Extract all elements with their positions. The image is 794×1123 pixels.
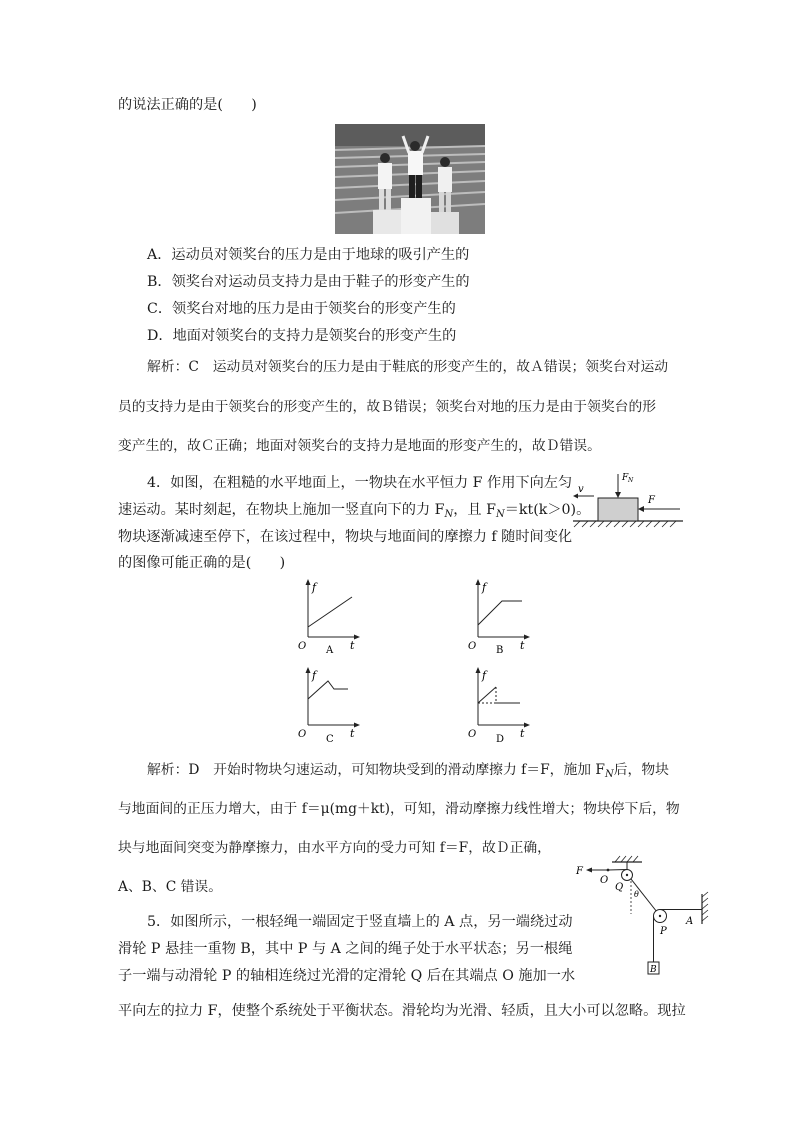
svg-text:t: t (350, 727, 355, 740)
q4-graph-b-d (462, 575, 562, 745)
q3-option-a: A．运动员对领奖台的压力是由于地球的吸引产生的 (147, 247, 470, 263)
svg-text:t: t (520, 639, 525, 652)
q4-stem-2b: ，且 F (453, 502, 496, 518)
q3-analysis-line-2: 员的支持力是由于领奖台的形变产生的，故Ｂ错误；领奖台对地的压力是由于领奖台的形 (118, 399, 657, 415)
q4-stem-line-4: 的图像可能正确的是( ) (118, 555, 286, 571)
q4-stem-2sub: N (444, 509, 454, 520)
q5-pulley-figure (572, 852, 712, 982)
v-label: v (578, 484, 584, 495)
graph-d (468, 667, 530, 745)
podium-photo-image (335, 124, 485, 234)
svg-text:f: f (312, 581, 317, 594)
svg-text:O: O (468, 729, 477, 740)
q3-stem-tail: 的说法正确的是( ) (118, 97, 257, 113)
svg-text:O: O (298, 641, 307, 652)
q4-analysis-line-2: 与地面间的正压力增大，由于 f＝μ(mg＋kt)，可知，滑动摩擦力线性增大；物块停下后，物 (118, 801, 680, 817)
q4-stem-line-3: 物块逐渐减速至停下，在该过程中，物块与地面间的摩擦力 f 随时间变化 (118, 529, 573, 545)
q5-q-label: Q (615, 882, 624, 893)
q3-option-d: D．地面对领奖台的支持力是领奖台的形变产生的 (147, 328, 457, 344)
q5-a-label: A (686, 916, 694, 927)
svg-text:A: A (326, 645, 334, 656)
svg-text:B: B (496, 645, 504, 656)
q5-stem-line-2: 滑轮 P 悬挂一重物 B，其中 P 与 A 之间的绳子处于水平状态；另一根绳 (118, 941, 573, 957)
q3-option-b: B．领奖台对运动员支持力是由于鞋子的形变产生的 (147, 274, 470, 290)
q5-stem-line-3: 子一端与动滑轮 P 的轴相连绕过光滑的定滑轮 Q 后在其端点 O 施加一水 (118, 968, 576, 984)
q4-stem-2a: 速运动。某时刻起，在物块上施加一竖直向下的力 F (118, 502, 445, 518)
q4-analysis-1sub: N (605, 769, 614, 780)
block (598, 498, 638, 521)
q4-analysis-1b: 后，物块 (613, 762, 669, 778)
svg-text:f: f (482, 581, 487, 594)
fn-sub-label: N (628, 477, 634, 484)
q4-analysis-line-1 (147, 760, 669, 785)
q5-f-label: F (576, 866, 583, 877)
graph-b (468, 579, 530, 656)
q4-analysis-line-4: A、B、C 错误。 (118, 879, 223, 895)
graph-c (298, 667, 360, 745)
svg-text:t: t (520, 727, 525, 740)
svg-text:D: D (496, 734, 505, 745)
q5-stem-line-1: 5．如图所示，一根轻绳一端固定于竖直墙上的 A 点，另一端绕过动 (147, 914, 573, 930)
graph-a (298, 579, 360, 656)
q3-analysis-line-1: 解析：C 运动员对领奖台的压力是由于鞋底的形变产生的，故Ａ错误；领奖台对运动 (147, 359, 669, 375)
q5-theta-label: θ (634, 890, 639, 899)
q5-b-label: B (650, 965, 657, 975)
fn-label: F (622, 473, 629, 483)
q4-stem-2sub2: N (495, 509, 505, 520)
svg-text:O: O (468, 641, 477, 652)
q5-stem-line-4: 平向左的拉力 F，使整个系统处于平衡状态。滑轮均为光滑、轻质，且大小可以忽略。现拉 (118, 1003, 686, 1019)
f-label: F (648, 495, 655, 506)
svg-text:t: t (350, 639, 355, 652)
q3-option-c: C．领奖台对地的压力是由于领奖台的形变产生的 (147, 301, 456, 317)
q4-stem-2c: ＝kt(k＞0)。 (504, 502, 591, 518)
q4-block-figure (568, 466, 688, 528)
q4-stem-line-1: 4．如图，在粗糙的水平地面上，一物块在水平恒力 F 作用下向左匀 (147, 475, 573, 491)
svg-text:C: C (326, 734, 334, 745)
podium-photo (335, 124, 485, 234)
q5-o-label: O (600, 875, 609, 886)
svg-text:O: O (298, 729, 307, 740)
q3-analysis-line-3: 变产生的，故Ｃ正确；地面对领奖台的支持力是地面的形变产生的，故Ｄ错误。 (118, 438, 601, 454)
q4-analysis-1a: 解析：D 开始时物块匀速运动，可知物块受到的滑动摩擦力 f＝F，施加 F (147, 762, 605, 778)
svg-text:f: f (482, 669, 487, 682)
svg-text:f: f (312, 669, 317, 682)
q5-p-label: P (660, 926, 667, 937)
q4-analysis-line-3: 块与地面间突变为静摩擦力，由水平方向的受力可知 f＝F，故Ｄ正确， (118, 840, 551, 856)
q4-stem-line-2 (118, 500, 590, 525)
